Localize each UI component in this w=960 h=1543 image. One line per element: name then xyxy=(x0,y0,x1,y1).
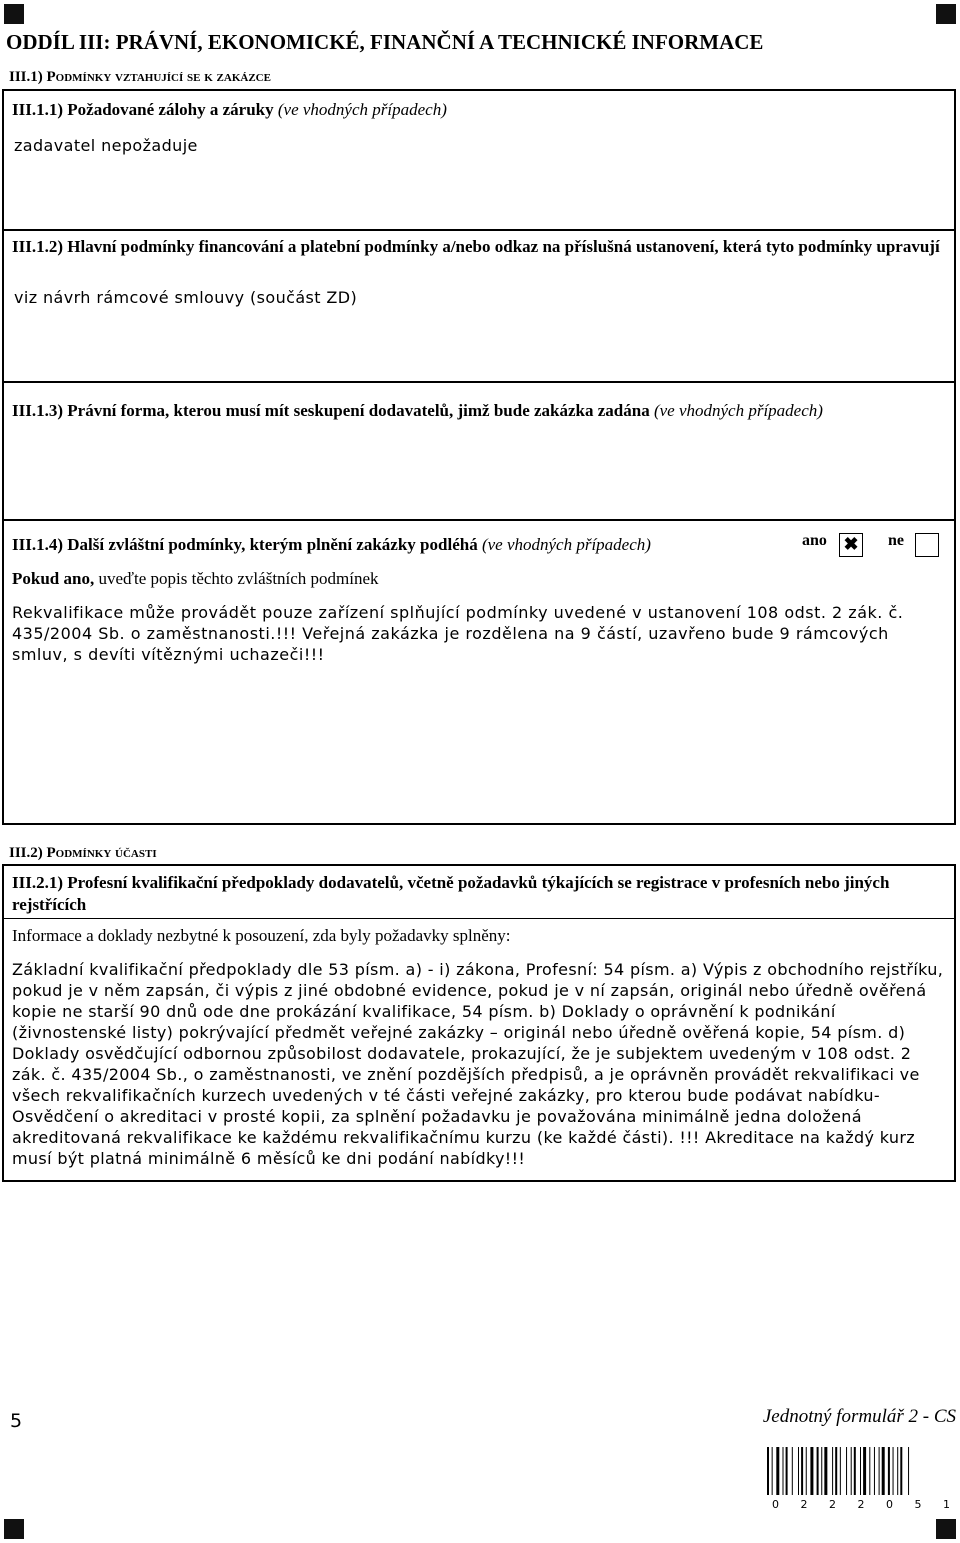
barcode-digits xyxy=(772,1498,950,1511)
barcode-bar xyxy=(908,1447,909,1495)
box-deposits-guarantees xyxy=(2,89,956,231)
value-professional-qualification: Základní kvalifikační předpoklady dle 53 písm. a) - i) zákona, Profesní: 54 písm. a) Výpis z obchodního rejstříku, pokud je v něm zapsán, či výpis z jiné obdobné evidence, pokud je v ní zapsán, originál nebo úředně ověřená kopie ne starší 90 dnů ode dne prokázání kvalifikace, 54 písm. b) Doklady o oprávnění k podnikání (živnostenské listy) pokrývající předmět veřejné zakázky – originál nebo úředně ověřená kopie, 54 písm. d) Doklady osvědčující odbornou způsobilost dodavatele, prokazující, že je subjektem uvedeným v 108 odst. 2 zák. č. 435/2004 Sb., o zaměstnanosti, ve znění pozdějších předpisů, a je oprávněn provádět rekvalifikaci ve všech rekvalifikačních kurzech uvedených v té části veřejné zakázky, pro kterou bude podávat nabídku-Osvědčení o akreditaci v prosté kopii, za splnění požadavku je považována minimálně jedna doložená akreditovaná rekvalifikace ke každému rekvalifikačnímu kurzu (ke každé části). !!! Akreditace na každý kurz musí být platná minimálně 6 měsíců ke dni podání nabídky!!! xyxy=(12,960,944,1168)
barcode-bar xyxy=(767,1447,769,1495)
barcode-bar xyxy=(832,1447,833,1495)
barcode-bar xyxy=(860,1447,861,1495)
barcode-bar xyxy=(869,1447,870,1495)
barcode-bar xyxy=(888,1447,890,1495)
if-yes-bold: Pokud ano, xyxy=(12,569,95,588)
barcode-bar xyxy=(801,1447,803,1495)
value-special-conditions: Rekvalifikace může provádět pouze zařízení splňující podmínky uvedené v ustanovení 108 odst. 2 zák. č. 435/2004 Sb. o zaměstnanosti.!!! Veřejná zakázka je rozdělena na 9 částí, uzavřeno bude 9 rámcových smluv, s devíti vítěznými uchazeči!!! xyxy=(12,603,904,664)
barcode-bar xyxy=(900,1447,902,1495)
barcode-bar xyxy=(851,1447,852,1495)
barcode-bar xyxy=(776,1447,779,1495)
label-yes: ano xyxy=(802,532,827,549)
page-number: 5 xyxy=(10,1410,23,1432)
heading-professional-qualification: III.2.1) Profesní kvalifikační předpoklady dodavatelů, včetně požadavků týkajících se registrace v profesních nebo jiných rejstřících xyxy=(12,873,890,914)
barcode-digit: 5 xyxy=(914,1498,922,1511)
form-name: Jednotný formulář 2 - CS xyxy=(762,1406,956,1427)
barcode-bar xyxy=(882,1447,885,1495)
section-title: ODDÍL III: PRÁVNÍ, EKONOMICKÉ, FINANČNÍ A TECHNICKÉ INFORMACE xyxy=(6,30,764,54)
registration-mark-bottom-left xyxy=(4,1519,24,1539)
barcode-bar xyxy=(835,1447,837,1495)
barcode-digit: 2 xyxy=(829,1498,836,1511)
barcode-digit: 1 xyxy=(943,1498,950,1511)
barcode-digit: 2 xyxy=(857,1498,865,1511)
barcode-bar xyxy=(874,1447,875,1495)
barcode-bar xyxy=(772,1447,773,1495)
heading-text: III.1.4) Další zvláštní podmínky, kterým plnění zakázky podléhá xyxy=(12,535,478,554)
heading-legal-form xyxy=(12,400,823,422)
heading-special-conditions xyxy=(12,534,651,556)
subsection-title-participation: III.2) Podmínky účasti xyxy=(9,845,157,861)
checkbox-yes[interactable]: ✖ xyxy=(839,533,863,557)
box-special-conditions xyxy=(2,519,956,825)
barcode-bar xyxy=(817,1447,819,1495)
barcode-digit: 0 xyxy=(772,1498,779,1511)
heading-note: (ve vhodných případech) xyxy=(277,100,447,119)
info-label: Informace a doklady nezbytné k posouzení, zda byly požadavky splněny: xyxy=(12,926,511,945)
if-yes-rest: uveďte popis těchto zvláštních podmínek xyxy=(94,569,379,588)
barcode-digit: 0 xyxy=(886,1498,893,1511)
if-yes-instruction xyxy=(12,569,379,589)
barcode-bar xyxy=(810,1447,813,1495)
barcode-bar xyxy=(840,1447,841,1495)
heading-text: III.1.3) Právní forma, kterou musí mít seskupení dodavatelů, jimž bude zakázka zadána xyxy=(12,401,650,420)
barcode-bar xyxy=(821,1447,822,1495)
barcode-bar xyxy=(783,1447,784,1495)
label-no: ne xyxy=(888,532,904,549)
barcode-bar xyxy=(792,1447,793,1495)
registration-mark-bottom-right xyxy=(936,1519,956,1539)
box-professional-qualification xyxy=(2,864,956,1182)
divider xyxy=(4,918,956,919)
box-legal-form xyxy=(2,381,956,521)
value-deposits: zadavatel nepožaduje xyxy=(14,136,198,155)
heading-text: III.1.1) Požadované zálohy a záruky xyxy=(12,100,274,119)
heading-deposits xyxy=(12,99,447,121)
checkbox-no[interactable] xyxy=(915,533,939,557)
barcode-bar xyxy=(798,1447,799,1495)
barcode-bar xyxy=(897,1447,898,1495)
box-financing-conditions xyxy=(2,229,956,383)
subsection-title-conditions: III.1) Podmínky vztahující se k zakázce xyxy=(9,69,271,85)
heading-note: (ve vhodných případech) xyxy=(653,401,823,420)
barcode-bar xyxy=(846,1447,847,1495)
barcode-bar xyxy=(786,1447,788,1495)
barcode-bar xyxy=(893,1447,894,1495)
barcode-bar xyxy=(879,1447,880,1495)
barcode-bar xyxy=(824,1447,827,1495)
barcode-bar xyxy=(863,1447,866,1495)
registration-mark-top-left xyxy=(4,4,24,24)
heading-note: (ve vhodných případech) xyxy=(481,535,651,554)
value-financing: viz návrh rámcové smlouvy (součást ZD) xyxy=(14,288,358,307)
barcode xyxy=(767,1447,953,1495)
barcode-digit: 2 xyxy=(800,1498,808,1511)
registration-mark-top-right xyxy=(936,4,956,24)
barcode-bar xyxy=(854,1447,856,1495)
heading-financing: III.1.2) Hlavní podmínky financování a platební podmínky a/nebo odkaz na příslušná ustanovení, která tyto podmínky upravují xyxy=(12,237,940,256)
barcode-bar xyxy=(806,1447,807,1495)
